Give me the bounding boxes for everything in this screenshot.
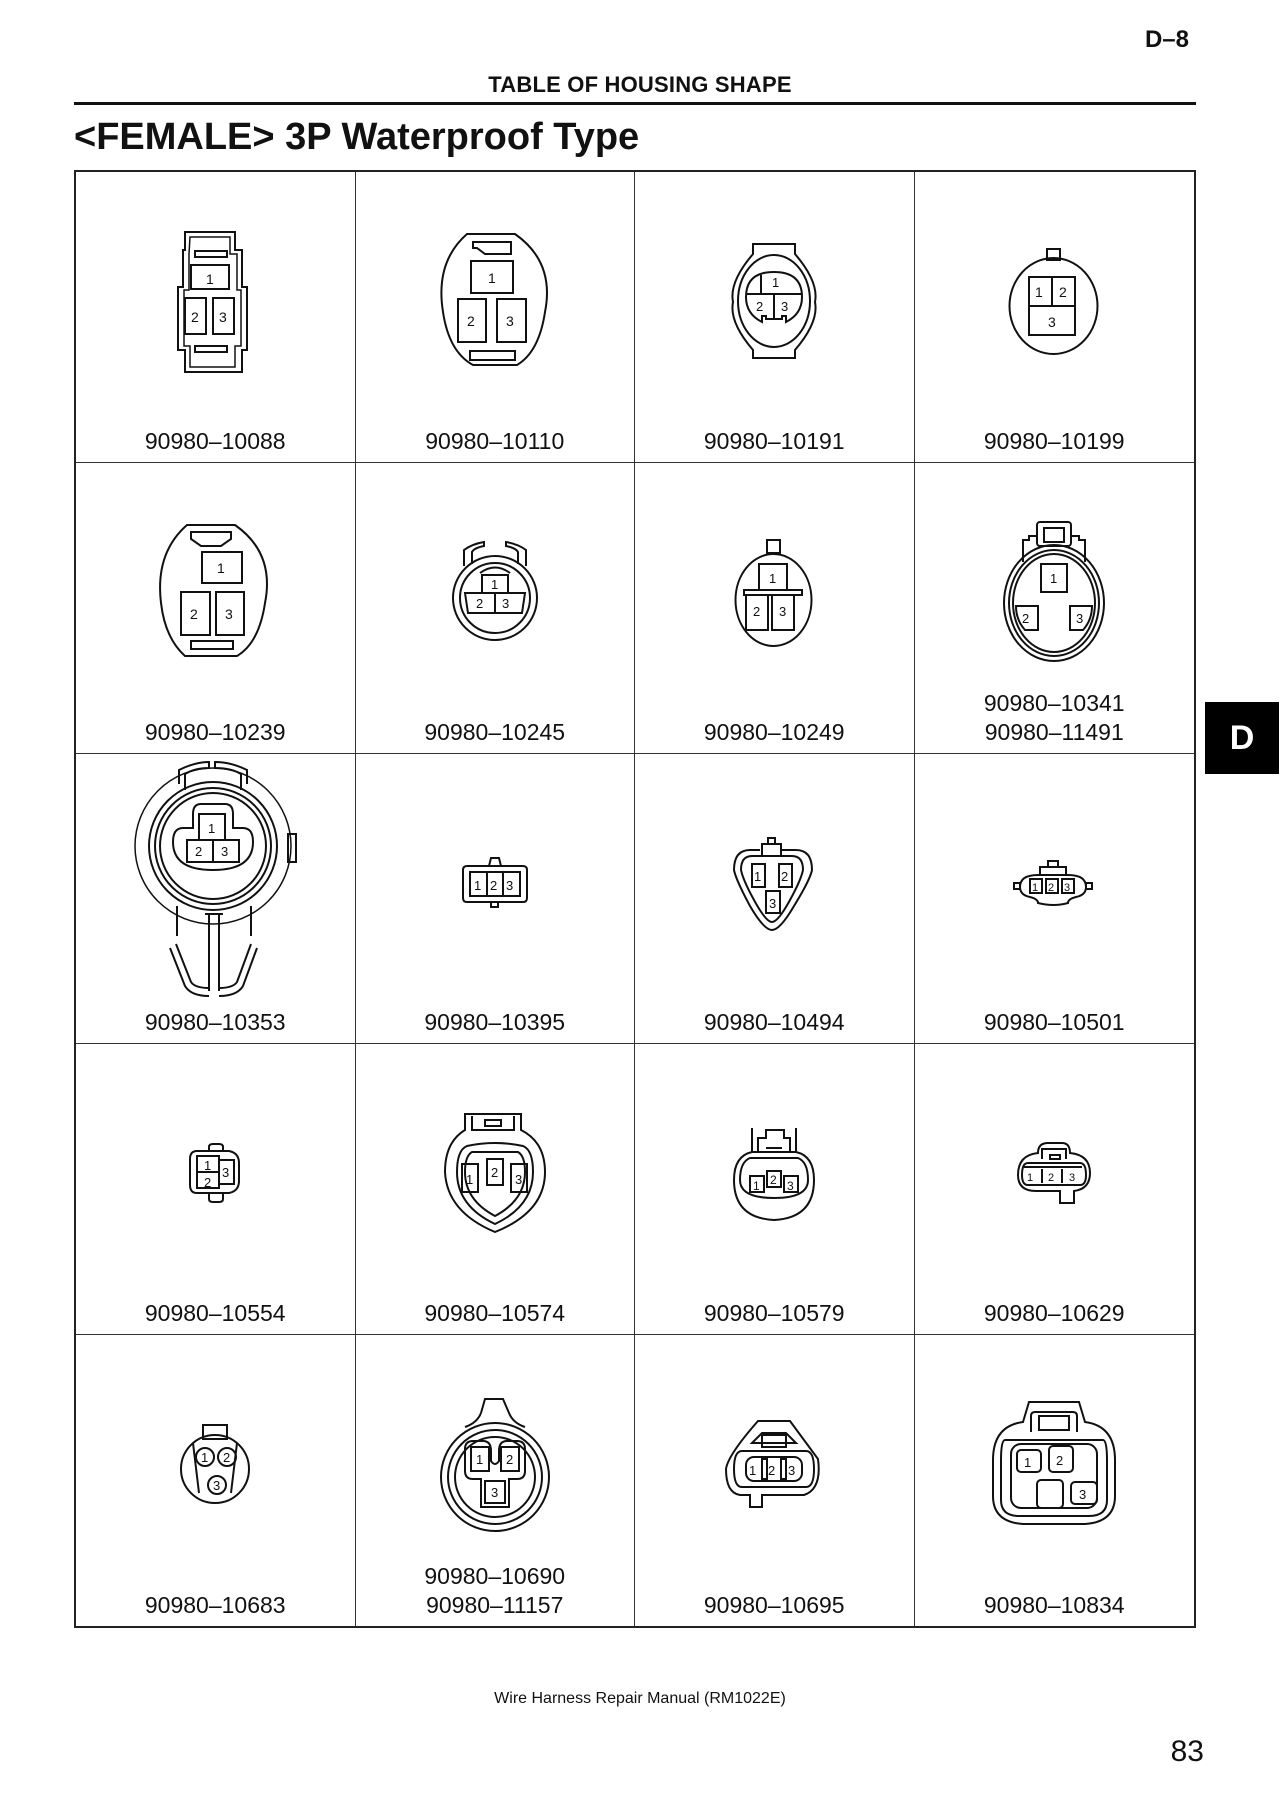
footer-manual-title: Wire Harness Repair Manual (RM1022E) xyxy=(494,1690,786,1707)
svg-text:1: 1 xyxy=(769,570,777,586)
connector-diagram-icon xyxy=(76,1064,355,1284)
part-number: 90980–10554 xyxy=(144,1300,286,1327)
svg-text:2: 2 xyxy=(1048,1172,1055,1185)
connector-diagram-icon xyxy=(635,1355,914,1575)
svg-text:2: 2 xyxy=(191,309,200,325)
connector-diagram-icon xyxy=(76,1355,355,1575)
svg-text:3: 3 xyxy=(1079,1487,1087,1503)
svg-text:2: 2 xyxy=(781,868,789,884)
page-code: D–8 xyxy=(1144,26,1189,53)
connector-cell xyxy=(915,1044,1195,1335)
part-number: 90980–10501 xyxy=(983,1009,1125,1036)
svg-text:2: 2 xyxy=(768,1463,776,1479)
svg-text:2: 2 xyxy=(190,605,199,622)
connector-diagram-icon xyxy=(356,483,635,703)
connector-diagram-icon xyxy=(915,1064,1195,1284)
part-number: 90980–10245 xyxy=(424,718,566,745)
svg-text:2: 2 xyxy=(1059,284,1068,300)
svg-text:1: 1 xyxy=(772,275,780,290)
svg-text:2: 2 xyxy=(756,299,764,314)
part-number: 90980–10629 xyxy=(983,1300,1125,1327)
connector-diagram-icon xyxy=(356,774,635,994)
svg-text:1: 1 xyxy=(208,820,216,836)
connector-cell xyxy=(635,1044,915,1335)
connector-diagram-icon xyxy=(915,483,1195,703)
connector-cell xyxy=(356,1335,636,1626)
connector-diagram-icon xyxy=(76,756,355,996)
connector-cell xyxy=(76,463,356,754)
svg-text:3: 3 xyxy=(788,1463,796,1479)
svg-text:3: 3 xyxy=(222,1165,230,1181)
svg-text:1: 1 xyxy=(1050,571,1058,587)
connector-diagram-icon xyxy=(356,1355,635,1575)
svg-text:3: 3 xyxy=(213,1478,221,1494)
svg-text:3: 3 xyxy=(501,595,509,611)
connector-diagram-icon xyxy=(76,483,355,703)
svg-text:1: 1 xyxy=(1024,1455,1032,1471)
connector-cell xyxy=(635,463,915,754)
connector-diagram-icon xyxy=(915,774,1195,994)
svg-text:3: 3 xyxy=(769,895,777,911)
connector-diagram-icon xyxy=(76,192,355,412)
svg-text:3: 3 xyxy=(490,1485,498,1501)
connector-cell xyxy=(76,1335,356,1626)
connector-diagram-icon xyxy=(635,1064,914,1284)
header-rule xyxy=(74,102,1196,105)
svg-text:1: 1 xyxy=(749,1463,757,1479)
svg-text:2: 2 xyxy=(1048,881,1055,894)
svg-text:1: 1 xyxy=(1035,284,1044,300)
part-number: 90980–10574 xyxy=(424,1300,566,1327)
part-number: 90980–10395 xyxy=(424,1009,566,1036)
connector-diagram-icon xyxy=(915,192,1195,412)
part-number: 90980–11491 xyxy=(984,718,1124,745)
part-number: 90980–10695 xyxy=(703,1591,845,1618)
svg-text:2: 2 xyxy=(753,603,761,619)
svg-text:1: 1 xyxy=(475,1452,483,1468)
part-number: 90980–10353 xyxy=(144,1009,286,1036)
connector-diagram-icon xyxy=(635,483,914,703)
part-number: 90980–10239 xyxy=(144,718,286,745)
connector-diagram-icon xyxy=(635,192,914,412)
svg-text:3: 3 xyxy=(781,299,789,314)
svg-text:1: 1 xyxy=(490,576,498,592)
part-number: 90980–10191 xyxy=(703,427,845,454)
svg-text:1: 1 xyxy=(206,271,215,287)
page-number: 83 xyxy=(1170,1735,1204,1768)
svg-text:3: 3 xyxy=(1048,314,1057,330)
connector-cell xyxy=(356,463,636,754)
part-number: 90980–10088 xyxy=(144,427,286,454)
svg-text:3: 3 xyxy=(505,313,514,329)
svg-text:1: 1 xyxy=(1032,881,1039,894)
connector-table xyxy=(74,170,1196,1628)
svg-text:2: 2 xyxy=(490,1165,498,1181)
svg-text:1: 1 xyxy=(465,1172,473,1188)
connector-cell xyxy=(915,172,1195,463)
connector-cell xyxy=(915,1335,1195,1626)
part-number: 90980–10683 xyxy=(144,1591,286,1618)
connector-cell xyxy=(76,754,356,1045)
connector-cell xyxy=(915,463,1195,754)
svg-text:2: 2 xyxy=(195,843,203,859)
connector-cell xyxy=(915,754,1195,1045)
svg-text:1: 1 xyxy=(753,1179,760,1194)
section-header: TABLE OF HOUSING SHAPE xyxy=(488,72,792,97)
connector-cell xyxy=(635,172,915,463)
svg-text:3: 3 xyxy=(505,877,513,893)
svg-text:2: 2 xyxy=(1022,611,1030,627)
svg-text:3: 3 xyxy=(787,1179,794,1194)
svg-text:2: 2 xyxy=(204,1175,212,1191)
svg-text:3: 3 xyxy=(514,1172,522,1188)
connector-cell xyxy=(356,754,636,1045)
connector-cell xyxy=(76,1044,356,1335)
svg-text:1: 1 xyxy=(473,877,481,893)
svg-text:2: 2 xyxy=(223,1450,231,1466)
svg-text:2: 2 xyxy=(1056,1453,1064,1469)
part-number: 90980–10249 xyxy=(703,718,845,745)
svg-text:2: 2 xyxy=(505,1452,513,1468)
part-number: 90980–11157 xyxy=(426,1591,564,1618)
svg-text:1: 1 xyxy=(1027,1172,1034,1185)
svg-text:3: 3 xyxy=(225,605,234,622)
svg-text:1: 1 xyxy=(754,868,762,884)
connector-diagram-icon xyxy=(635,774,914,994)
svg-text:1: 1 xyxy=(217,559,226,576)
connector-diagram-icon xyxy=(915,1355,1195,1575)
svg-text:1: 1 xyxy=(487,270,496,286)
svg-text:3: 3 xyxy=(1064,881,1071,894)
part-number: 90980–10834 xyxy=(983,1591,1125,1618)
svg-text:2: 2 xyxy=(489,877,497,893)
part-number: 90980–10579 xyxy=(703,1300,845,1327)
svg-text:3: 3 xyxy=(219,309,228,325)
connector-diagram-icon xyxy=(356,192,635,412)
part-number: 90980–10494 xyxy=(703,1009,845,1036)
connector-cell xyxy=(76,172,356,463)
connector-diagram-icon xyxy=(356,1064,635,1284)
page-title: <FEMALE> 3P Waterproof Type xyxy=(74,116,640,158)
section-tab: D xyxy=(1205,702,1279,774)
part-number: 90980–10199 xyxy=(983,427,1125,454)
part-number: 90980–10341 xyxy=(983,689,1125,716)
connector-cell xyxy=(356,1044,636,1335)
connector-cell xyxy=(356,172,636,463)
connector-cell xyxy=(635,1335,915,1626)
svg-text:2: 2 xyxy=(770,1173,777,1188)
part-number: 90980–10110 xyxy=(425,427,565,454)
svg-text:2: 2 xyxy=(475,595,483,611)
svg-text:2: 2 xyxy=(466,313,475,329)
svg-text:3: 3 xyxy=(221,843,229,859)
svg-text:3: 3 xyxy=(779,603,787,619)
connector-cell xyxy=(635,754,915,1045)
svg-text:1: 1 xyxy=(204,1158,212,1174)
svg-text:3: 3 xyxy=(1069,1172,1076,1185)
svg-text:1: 1 xyxy=(201,1450,209,1466)
part-number: 90980–10690 xyxy=(424,1562,566,1589)
svg-text:3: 3 xyxy=(1076,611,1084,627)
